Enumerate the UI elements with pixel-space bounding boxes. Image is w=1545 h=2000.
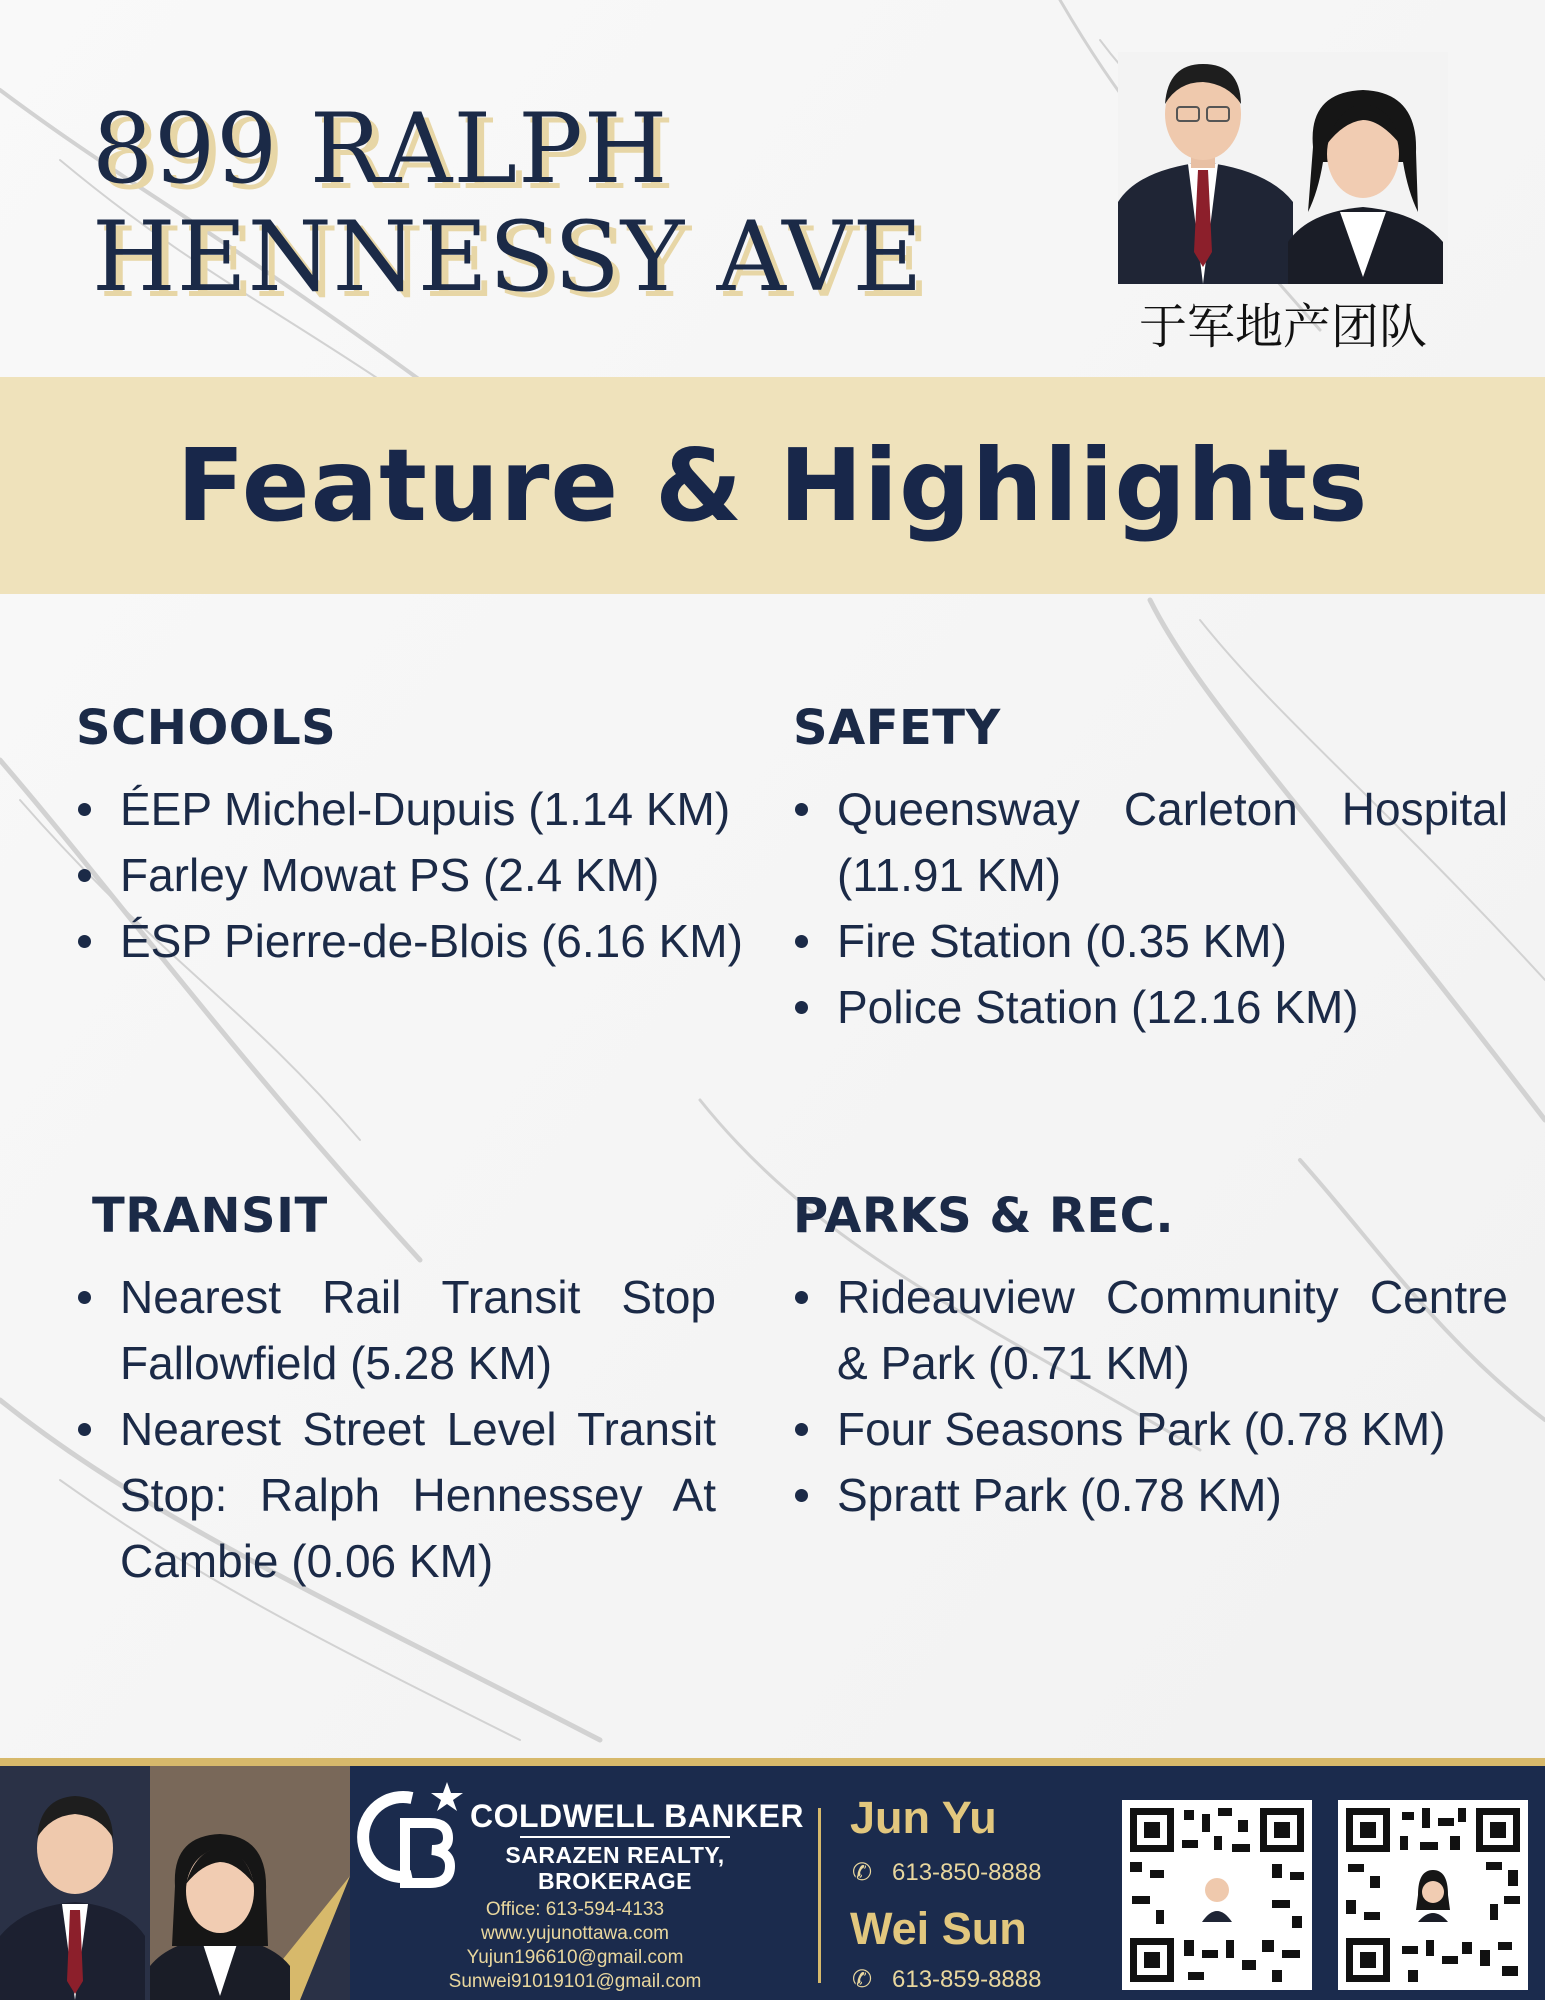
list-item: Queensway Carleton Hospital (11.91 KM) (793, 776, 1508, 908)
list-item: ÉEP Michel-Dupuis (1.14 KM) (76, 776, 756, 842)
parks-heading: PARKS & REC. (793, 1188, 1175, 1244)
list-item: Fire Station (0.35 KM) (793, 908, 1508, 974)
email-link-2[interactable]: Sunwei91019101@gmail.com (448, 1971, 702, 1992)
agent-2-phone-number: 613-859-8888 (892, 1966, 1042, 1993)
office-phone: Office: 613-594-4133 (485, 1899, 665, 1920)
brand-subtitle (470, 1842, 760, 1894)
agent-2-phone[interactable] (852, 1965, 1041, 1994)
transit-heading: TRANSIT (92, 1188, 328, 1244)
agent-1-phone-number: 613-850-8888 (892, 1859, 1042, 1886)
footer-bar (0, 1758, 1545, 2000)
contact-info (430, 1898, 720, 1994)
list-item: ÉSP Pierre-de-Blois (6.16 KM) (76, 908, 756, 974)
brand-sub-line-1: SARAZEN REALTY, (505, 1842, 725, 1868)
team-name: 于军地产团队 (1138, 299, 1427, 355)
phone-icon: ✆ (852, 1859, 873, 1886)
list-item: Spratt Park (0.78 KM) (793, 1462, 1508, 1528)
email-link-1[interactable]: Yujun196610@gmail.com (466, 1947, 684, 1968)
banner-title: Feature & Highlights (176, 427, 1369, 544)
list-item: Police Station (12.16 KM) (793, 974, 1508, 1040)
agent-2-name: Wei Sun (850, 1903, 1027, 1954)
team-photo (1118, 52, 1448, 284)
brand-name: COLDWELL BANKER (470, 1798, 804, 1834)
footer-divider (818, 1808, 821, 1983)
footer-gold-line (0, 1758, 1545, 1766)
brand-divider (520, 1836, 730, 1838)
list-item: Farley Mowat PS (2.4 KM) (76, 842, 756, 908)
feature-banner (0, 377, 1545, 594)
schools-section (76, 700, 756, 974)
title-line-1: 899 RALPH (92, 93, 669, 205)
phone-icon: ✆ (852, 1966, 873, 1993)
agent-1-phone[interactable] (852, 1858, 1041, 1887)
qr-code-agent-2[interactable] (1338, 1800, 1528, 1990)
schools-heading: SCHOOLS (76, 700, 337, 756)
parks-section (793, 1188, 1508, 1528)
property-address-title (92, 95, 924, 311)
qr-code-agent-1[interactable] (1122, 1800, 1312, 1990)
website-link[interactable]: www.yujunottawa.com (481, 1923, 669, 1944)
coldwell-banker-logo-icon (350, 1778, 465, 1893)
brand-sub-line-2: BROKERAGE (537, 1868, 692, 1894)
safety-section (793, 700, 1508, 1040)
safety-heading: SAFETY (793, 700, 1001, 756)
list-item: Rideauview Community Centre & Park (0.71 KM) (793, 1264, 1508, 1396)
list-item: Nearest Rail Transit Stop Fallowfield (5.28 KM) (76, 1264, 716, 1396)
agent-1-name: Jun Yu (850, 1792, 997, 1843)
title-line-2: HENNESSY AVE (92, 201, 924, 313)
footer-agents-photo (0, 1766, 350, 2000)
transit-section (76, 1188, 716, 1594)
list-item: Four Seasons Park (0.78 KM) (793, 1396, 1508, 1462)
list-item: Nearest Street Level Transit Stop: Ralph Hennessey At Cambie (0.06 KM) (76, 1396, 716, 1594)
